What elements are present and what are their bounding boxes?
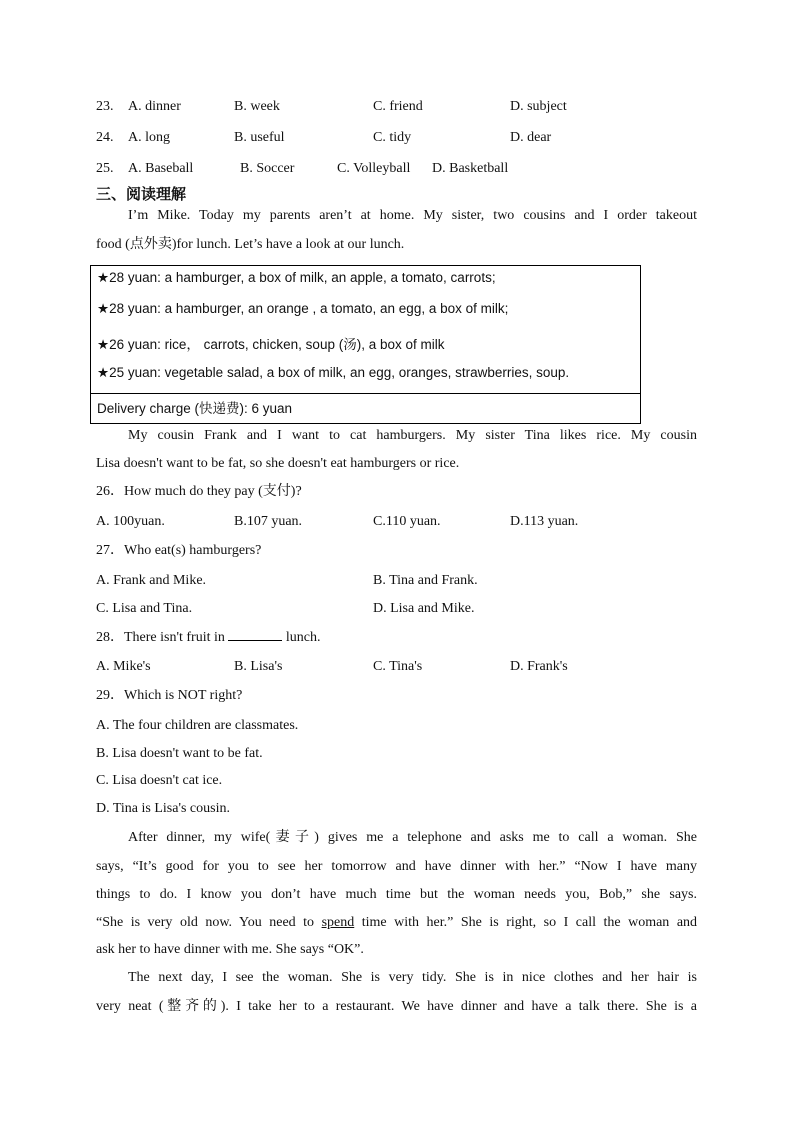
table-divider <box>91 393 640 394</box>
stem-start: 28．There isn't fruit in <box>96 630 225 645</box>
option-b: B. Lisa's <box>234 659 283 674</box>
option-a: A. Mike's <box>96 659 151 674</box>
passage-line: very neat (整齐的). I take her to a restaurant. We have dinner and have a talk there. She is a <box>96 999 697 1014</box>
option-a: A. Baseball <box>128 161 194 176</box>
delivery-charge: Delivery charge (快递费): 6 yuan <box>97 401 293 416</box>
passage-line: things to do. I know you don’t have much time but the woman needs you, Bob,” she says. <box>96 887 697 902</box>
stem-end: lunch. <box>285 630 321 645</box>
paragraph-line: Lisa doesn't want to be fat, so she doesn't eat hamburgers or rice. <box>96 456 460 471</box>
option-d: D. Lisa and Mike. <box>373 601 475 616</box>
option-c: C. friend <box>373 99 423 114</box>
option-b: B. week <box>234 99 280 114</box>
answer-blank <box>228 628 282 641</box>
option-d: D. Basketball <box>432 161 509 176</box>
menu-item: ★25 yuan: vegetable salad, a box of milk, an egg, oranges, strawberries, soup. <box>97 365 570 380</box>
option-b: B. Tina and Frank. <box>373 573 478 588</box>
option-c: C. Volleyball <box>337 161 411 176</box>
option-a: A. Frank and Mike. <box>96 573 207 588</box>
option-c: C. Lisa doesn't cat ice. <box>96 773 223 788</box>
passage-line: ask her to have dinner with me. She says “OK”. <box>96 942 364 957</box>
intro-line: I’m Mike. Today my parents aren’t at home. My sister, two cousins and I order takeout <box>128 208 697 223</box>
underlined-word: spend <box>321 915 355 930</box>
menu-item: ★26 yuan: rice， carrots, chicken, soup (汤), a box of milk <box>97 337 445 352</box>
section-title: 三、阅读理解 <box>96 185 187 203</box>
option-a: A. long <box>128 130 170 145</box>
text: time with her.” She is right, so I call the woman and <box>361 915 698 930</box>
option-c: C.110 yuan. <box>373 514 441 529</box>
question-28-stem <box>96 628 321 647</box>
question-number: 24. <box>96 130 114 145</box>
option-a: A. 100yuan. <box>96 514 165 529</box>
option-b: B. Lisa doesn't want to be fat. <box>96 746 263 761</box>
question-27-stem: 27．Who eat(s) hamburgers? <box>96 543 262 558</box>
option-c: C. tidy <box>373 130 412 145</box>
passage-line: After dinner, my wife(妻子) gives me a telephone and asks me to call a woman. She <box>128 830 697 845</box>
text: “She is very old now. You need to <box>96 915 315 930</box>
option-b: B. useful <box>234 130 285 145</box>
option-c: C. Lisa and Tina. <box>96 601 193 616</box>
paragraph-line: My cousin Frank and I want to cat hamburgers. My sister Tina likes rice. My cousin <box>128 428 697 443</box>
question-number: 23. <box>96 99 114 114</box>
menu-item: ★28 yuan: a hamburger, a box of milk, an apple, a tomato, carrots; <box>97 270 496 285</box>
option-d: D. Tina is Lisa's cousin. <box>96 801 230 816</box>
passage-line: The next day, I see the woman. She is very tidy. She is in nice clothes and her hair is <box>128 970 697 985</box>
option-b: B. Soccer <box>240 161 295 176</box>
menu-table <box>90 265 641 424</box>
option-c: C. Tina's <box>373 659 423 674</box>
question-26-stem: 26．How much do they pay (支付)? <box>96 484 302 499</box>
option-b: B.107 yuan. <box>234 514 303 529</box>
passage-line <box>96 914 697 932</box>
intro-line: food (点外卖)for lunch. Let’s have a look at our lunch. <box>96 237 405 252</box>
option-d: D. Frank's <box>510 659 568 674</box>
option-a: A. dinner <box>128 99 181 114</box>
option-d: D.113 yuan. <box>510 514 579 529</box>
question-number: 25. <box>96 161 114 176</box>
menu-item: ★28 yuan: a hamburger, an orange , a tomato, an egg, a box of milk; <box>97 301 509 316</box>
passage-line: says, “It’s good for you to see her tomorrow and have dinner with her.” “Now I have many <box>96 859 697 874</box>
option-d: D. subject <box>510 99 567 114</box>
question-29-stem: 29．Which is NOT right? <box>96 688 243 703</box>
option-a: A. The four children are classmates. <box>96 718 299 733</box>
option-d: D. dear <box>510 130 552 145</box>
